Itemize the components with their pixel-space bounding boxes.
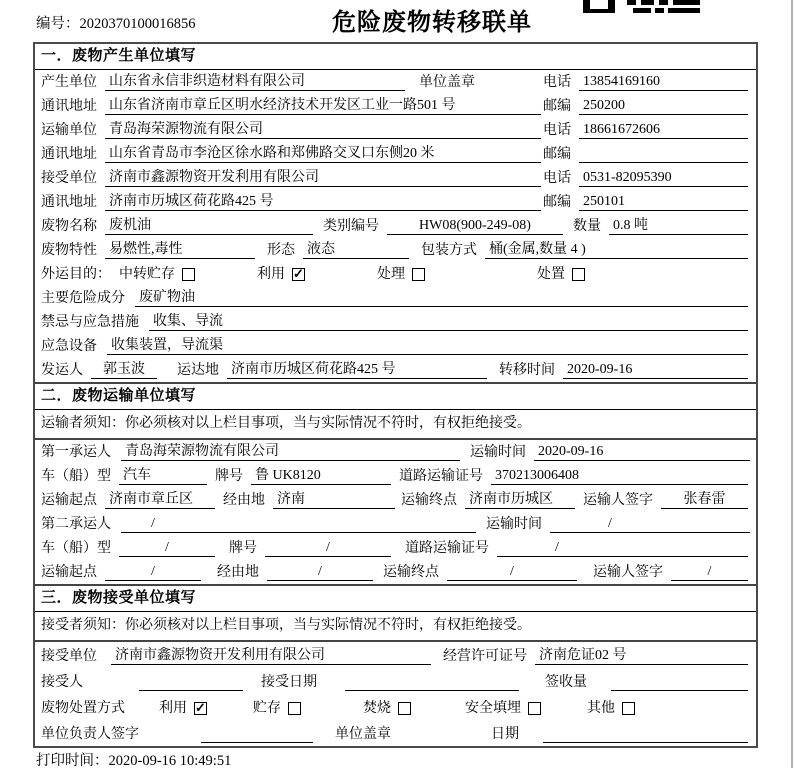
transporter-notice: 运输者须知：你必须核对以上栏目事项，当与实际情况不符时，有权拒绝接受。: [35, 410, 756, 440]
consignor-label: 发运人: [41, 363, 83, 378]
disposal-option-landfill: [465, 700, 541, 717]
purpose-option-utilize: [257, 266, 305, 283]
producer-value: 山东省永信非织造材料有限公司: [105, 73, 405, 91]
row-transporter-address-right: [543, 146, 750, 163]
packing-label: 包装方式: [421, 243, 477, 258]
route1-sign-value: 张春雷: [661, 491, 748, 509]
row-transporter-right: [543, 121, 750, 139]
received-qty-label: 签收量: [545, 675, 587, 690]
transporter-phone-value: 18661672606: [579, 121, 748, 139]
purpose-option-label: 处置: [537, 267, 565, 282]
destination-value: 济南市历城区荷花路425 号: [227, 361, 487, 379]
row-disposal-method: [35, 694, 756, 720]
producer-address-label: 通讯地址: [41, 99, 97, 114]
section2-heading: 二．废物运输单位填写: [35, 384, 756, 410]
accept-date-label: 接受日期: [261, 675, 317, 690]
vehicle1-label: 车（船）型: [41, 469, 111, 484]
carrier1-time-label: 运输时间: [470, 445, 526, 460]
accept-date-value: [345, 674, 519, 691]
purpose-checkbox-transfer-storage: [182, 268, 195, 281]
row-hazard-component: [35, 286, 756, 310]
receiver-notice: 接受者须知：你必须核对以上栏目事项，当与实际情况不符时，有权拒绝接受。: [35, 612, 756, 642]
disposal-option-other: [587, 700, 635, 717]
manifest-form: [33, 42, 758, 748]
disposal-option-label: 其他: [587, 701, 615, 716]
row-producer-address: [35, 94, 756, 118]
packing-value: 桶(金属,数量 4 ): [485, 241, 748, 259]
row-producer-address-right: [543, 97, 750, 115]
transporter-address-label: 通讯地址: [41, 147, 97, 162]
disposal-checkbox-landfill: [528, 702, 541, 715]
disposal-checkbox-other: [622, 702, 635, 715]
disposal-checkbox-utilize: [194, 702, 207, 715]
signoff-date-label: 日期: [491, 727, 519, 742]
carrier2-value: /: [121, 515, 476, 533]
waste-category-label: 类别编号: [323, 219, 379, 234]
consignor-value: 郭玉波: [91, 361, 157, 379]
row-transporter-address-left: [41, 145, 543, 163]
section-transporter: [35, 382, 756, 584]
route2-via-label: 经由地: [217, 565, 259, 580]
purpose-checkbox-utilize: [292, 268, 305, 281]
row-carrier1: [35, 440, 756, 464]
hazard-label: 主要危险成分: [41, 291, 125, 306]
disposal-checkbox-storage: [288, 702, 301, 715]
receiver-address-value: 济南市历城区荷花路425 号: [105, 193, 541, 211]
page-title: 危险废物转移联单: [332, 9, 532, 36]
route2-end-label: 运输终点: [383, 565, 439, 580]
producer-phone-label: 电话: [543, 75, 571, 90]
disposal-option-label: 焚烧: [363, 701, 391, 716]
license2-label: 道路运输证号: [405, 541, 489, 556]
row-recipient: [35, 668, 756, 694]
plate2-label: 牌号: [229, 541, 257, 556]
plate1-label: 牌号: [215, 469, 243, 484]
print-time-label: 打印时间：: [36, 753, 109, 769]
waste-qty-value: 0.8 吨: [609, 217, 748, 235]
row-producer-left: [41, 73, 543, 91]
row-carrier2: [35, 512, 756, 536]
head-sign-value: [201, 726, 313, 743]
row-producer-right: [543, 73, 750, 91]
row-transfer-purpose: [35, 262, 756, 286]
disposal-checkbox-incinerate: [398, 702, 411, 715]
receiver-phone-label: 电话: [543, 171, 571, 186]
head-sign-label: 单位负责人签字: [41, 727, 139, 742]
disposal-label: 废物处置方式: [41, 701, 125, 716]
row-taboo-measures: [35, 310, 756, 334]
doc-number-label: 编号：: [36, 16, 80, 32]
transfer-time-label: 转移时间: [499, 363, 555, 378]
doc-number: [36, 12, 196, 33]
waste-traits-label: 废物特性: [41, 243, 97, 258]
page-edge-line: [791, 0, 793, 768]
transporter-address-value: 山东省青岛市李沧区徐水路和郑佛路交叉口东侧20 米: [105, 145, 541, 163]
disposal-option-label: 贮存: [253, 701, 281, 716]
receiver-address-label: 通讯地址: [41, 195, 97, 210]
vehicle2-label: 车（船）型: [41, 541, 111, 556]
route2-via-value: /: [267, 563, 373, 581]
print-time-value: 2020-09-16 10:49:51: [108, 753, 232, 769]
producer-label: 产生单位: [41, 75, 97, 90]
transporter-label: 运输单位: [41, 123, 97, 138]
purpose-option-dispose: [537, 266, 585, 283]
purpose-option-label: 利用: [257, 267, 285, 282]
purpose-option-treat: [377, 266, 425, 283]
license2-value: /: [497, 539, 748, 557]
recipient-value: [139, 674, 243, 691]
receiver-zip-value: 250101: [579, 193, 748, 211]
doc-number-value: 2020370100016856: [79, 16, 196, 32]
equipment-value: 收集装置，导流渠: [107, 337, 748, 355]
taboo-value: 收集、导流: [149, 313, 748, 331]
purpose-checkbox-dispose: [572, 268, 585, 281]
row-receiver-address-left: [41, 193, 543, 211]
producer-zip-value: 250200: [579, 97, 748, 115]
vehicle1-value: 汽车: [119, 467, 207, 485]
row-receiver-address-right: [543, 193, 750, 211]
row-receiver-address: [35, 190, 756, 214]
route1-sign-label: 运输人签字: [583, 493, 653, 508]
route1-end-value: 济南市历城区: [465, 491, 575, 509]
permit-value: 济南危证02 号: [535, 647, 748, 665]
row-signoff: [35, 720, 756, 746]
disposal-option-storage: [253, 700, 301, 717]
receiver-zip-label: 邮编: [543, 195, 571, 210]
unit-seal-label: 单位盖章: [419, 75, 475, 90]
row-receiver-right: [543, 169, 750, 187]
transfer-time-value: 2020-09-16: [563, 361, 748, 379]
hazard-value: 废矿物油: [135, 289, 748, 307]
destination-label: 运达地: [177, 363, 219, 378]
route1-via-value: 济南: [273, 491, 395, 509]
vehicle2-value: /: [119, 539, 215, 557]
purpose-option-label: 中转贮存: [119, 267, 175, 282]
carrier1-value: 青岛海荣源物流有限公司: [121, 443, 460, 461]
equipment-label: 应急设备: [41, 339, 97, 354]
waste-qty-label: 数量: [573, 219, 601, 234]
row-waste-name: [35, 214, 756, 238]
receiver-phone-value: 0531-82095390: [579, 169, 748, 187]
license1-value: 370213006408: [491, 467, 748, 485]
accept-unit-value: 济南市鑫源物资开发利用有限公司: [111, 647, 431, 665]
route2-origin-value: /: [105, 563, 201, 581]
row-dispatch: [35, 358, 756, 382]
carrier1-label: 第一承运人: [41, 445, 111, 460]
disposal-option-incinerate: [363, 700, 411, 717]
print-time: [36, 749, 231, 770]
transporter-value: 青岛海荣源物流有限公司: [105, 121, 541, 139]
route1-end-label: 运输终点: [401, 493, 457, 508]
row-route2: [35, 560, 756, 584]
route2-sign-label: 运输人签字: [593, 565, 663, 580]
purpose-option-transfer-storage: [119, 266, 195, 283]
plate1-value: 鲁 UK8120: [251, 467, 391, 485]
route1-origin-label: 运输起点: [41, 493, 97, 508]
qr-code-icon: [583, 0, 700, 18]
route2-end-value: /: [447, 563, 577, 581]
accept-unit-label: 接受单位: [41, 649, 97, 664]
producer-zip-label: 邮编: [543, 99, 571, 114]
taboo-label: 禁忌与应急措施: [41, 315, 139, 330]
route2-sign-value: /: [671, 563, 748, 581]
disposal-option-label: 安全填埋: [465, 701, 521, 716]
unit-seal-label-2: 单位盖章: [335, 727, 391, 742]
purpose-checkbox-treat: [412, 268, 425, 281]
row-emergency-equipment: [35, 334, 756, 358]
waste-form-value: 液态: [303, 241, 409, 259]
purpose-option-label: 处理: [377, 267, 405, 282]
row-transporter-address: [35, 142, 756, 166]
row-producer-address-left: [41, 97, 543, 115]
carrier2-label: 第二承运人: [41, 517, 111, 532]
row-producer: [35, 70, 756, 94]
row-transporter: [35, 118, 756, 142]
row-transporter-left: [41, 121, 543, 139]
row-waste-traits: [35, 238, 756, 262]
route1-origin-value: 济南市章丘区: [105, 491, 215, 509]
route1-via-label: 经由地: [223, 493, 265, 508]
purpose-label: 外运目的：: [41, 267, 111, 282]
producer-address-value: 山东省济南市章丘区明水经济技术开发区工业一路501 号: [105, 97, 541, 115]
waste-traits-value: 易燃性,毒性: [105, 241, 255, 259]
carrier1-time-value: 2020-09-16: [534, 443, 750, 461]
carrier2-time-label: 运输时间: [486, 517, 542, 532]
permit-label: 经营许可证号: [443, 649, 527, 664]
disposal-option-utilize: [159, 700, 207, 717]
received-qty-value: [611, 674, 748, 691]
producer-phone-value: 13854169160: [579, 73, 748, 91]
transporter-phone-label: 电话: [543, 123, 571, 138]
recipient-label: 接受人: [41, 675, 83, 690]
section-producer: [35, 44, 756, 382]
disposal-option-label: 利用: [159, 701, 187, 716]
plate2-value: /: [265, 539, 391, 557]
waste-category-value: HW08(900-249-08): [387, 217, 563, 235]
receiver-value: 济南市鑫源物资开发利用有限公司: [105, 169, 541, 187]
row-route1: [35, 488, 756, 512]
row-accept-unit: [35, 642, 756, 668]
transporter-zip-label: 邮编: [543, 147, 571, 162]
waste-name-label: 废物名称: [41, 219, 97, 234]
section3-heading: 三．废物接受单位填写: [35, 586, 756, 612]
license1-label: 道路运输证号: [399, 469, 483, 484]
row-receiver: [35, 166, 756, 190]
section1-heading: 一．废物产生单位填写: [35, 44, 756, 70]
row-vehicle2: [35, 536, 756, 560]
row-receiver-left: [41, 169, 543, 187]
receiver-label: 接受单位: [41, 171, 97, 186]
signoff-date-value: [543, 726, 748, 743]
waste-name-value: 废机油: [105, 217, 313, 235]
section-receiver: [35, 584, 756, 746]
row-vehicle1: [35, 464, 756, 488]
waste-form-label: 形态: [267, 243, 295, 258]
transporter-zip-value: [579, 146, 748, 163]
route2-origin-label: 运输起点: [41, 565, 97, 580]
carrier2-time-value: /: [550, 515, 750, 533]
